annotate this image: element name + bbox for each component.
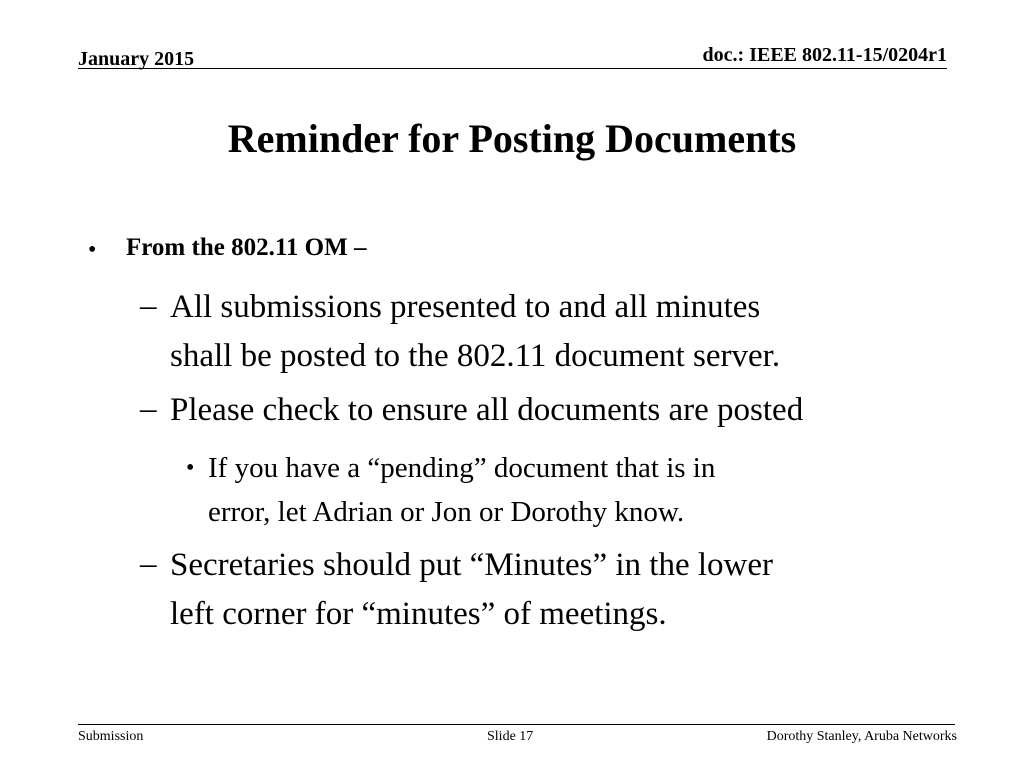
dash-glyph: –: [140, 546, 157, 582]
header-divider: [78, 68, 947, 69]
sub-item-submissions-line2: shall be posted to the 802.11 document server.: [170, 338, 781, 374]
footer-submission: Submission: [78, 729, 144, 744]
sub-item-submissions-line1: All submissions presented to and all minutes: [170, 289, 761, 325]
header-date: January 2015: [78, 48, 195, 70]
bullet-om-heading: From the 802.11 OM –: [126, 234, 367, 261]
dash-glyph: –: [140, 288, 157, 324]
footer-slide-number: Slide 17: [487, 729, 534, 744]
bullet-glyph: •: [186, 455, 195, 481]
sub-sub-item-pending: [208, 446, 715, 534]
footer-divider: [78, 724, 955, 725]
sub-item-secretaries: [170, 541, 773, 639]
sub-item-secretaries-line2: left corner for “minutes” of meetings.: [170, 596, 667, 632]
dash-glyph: –: [140, 391, 157, 427]
sub-sub-item-pending-line2: error, let Adrian or Jon or Dorothy know.: [208, 496, 685, 528]
bullet-glyph: •: [88, 237, 97, 263]
sub-item-check-posted: Please check to ensure all documents are posted: [170, 392, 804, 428]
footer-author: Dorothy Stanley, Aruba Networks: [766, 729, 957, 744]
sub-sub-item-pending-line1: If you have a “pending” document that is in: [208, 452, 716, 484]
sub-item-secretaries-line1: Secretaries should put “Minutes” in the lower: [170, 547, 774, 583]
slide-title: Reminder for Posting Documents: [227, 116, 797, 161]
header-doc-id: doc.: IEEE 802.11-15/0204r1: [702, 44, 947, 66]
sub-item-submissions: [170, 283, 780, 381]
